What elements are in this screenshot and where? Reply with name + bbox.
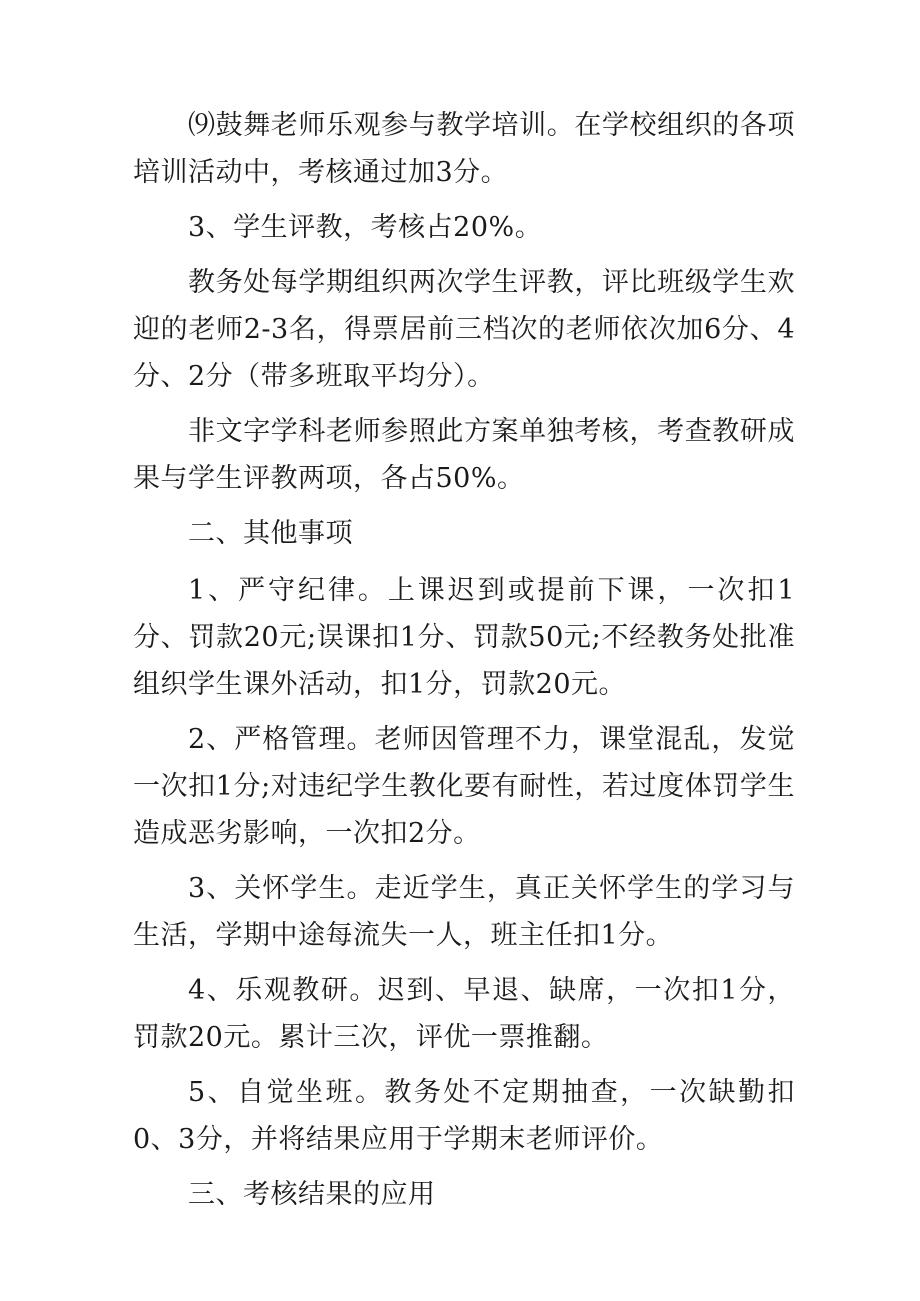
document-page [133, 102, 795, 1228]
paragraph-discipline: 1、严守纪律。上课迟到或提前下课，一次扣1分、罚款20元;误课扣1分、罚款50元;不经教务处批准组织学生课外活动，扣1分，罚款20元。 [133, 575, 795, 700]
section-heading-results-application: 三、考核结果的应用 [188, 1179, 436, 1210]
section-heading-other-matters: 二、其他事项 [188, 518, 353, 549]
paragraph-student-care: 3、关怀学生。走近学生，真正关怀学生的学习与生活，学期中途每流失一人，班主任扣1分。 [133, 873, 795, 951]
paragraph-management: 2、严格管理。老师因管理不力，课堂混乱，发觉一次扣1分;对违纪学生教化要有耐性，若过度体罚学生造成恶劣影响，一次扣2分。 [133, 724, 795, 849]
paragraph-office-attendance: 5、自觉坐班。教务处不定期抽查，一次缺勤扣0、3分，并将结果应用于学期末老师评价。 [133, 1077, 795, 1155]
paragraph-non-literacy-subjects: 非文字学科老师参照此方案单独考核，考查教研成果与学生评教两项，各占50%。 [133, 416, 795, 494]
paragraph-teaching-research: 4、乐观教研。迟到、早退、缺席，一次扣1分，罚款20元。累计三次，评优一票推翻。 [133, 975, 795, 1053]
paragraph-student-evaluation-heading: 3、学生评教，考核占20%。 [188, 212, 543, 243]
paragraph-student-evaluation-rules: 教务处每学期组织两次学生评教，评比班级学生欢迎的老师2-3名，得票居前三档次的老师依次加6分、4分、2分（带多班取平均分）。 [133, 267, 795, 392]
paragraph-training-bonus: ⑼鼓舞老师乐观参与教学培训。在学校组织的各项培训活动中，考核通过加3分。 [133, 110, 795, 188]
